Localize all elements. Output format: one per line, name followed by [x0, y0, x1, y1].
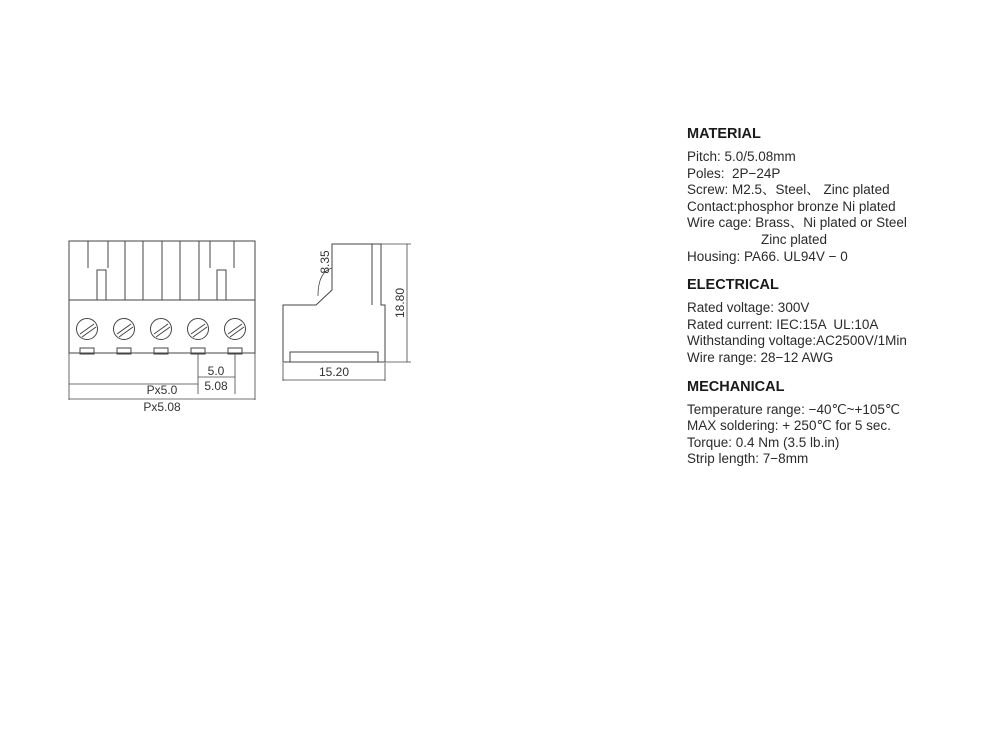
- spec-line: Screw: M2.5、Steel、 Zinc plated: [687, 182, 890, 198]
- spec-line: Wire range: 28−12 AWG: [687, 349, 834, 365]
- spec-line: Rated voltage: 300V: [687, 300, 810, 316]
- screw-row: [77, 319, 246, 340]
- electrical-section: [687, 277, 987, 366]
- front-latch-left: [97, 270, 106, 300]
- dim-total-outer: Px5.08: [143, 400, 181, 414]
- dim-depth: 8.35: [318, 250, 332, 274]
- dim-total-inner: Px5.0: [146, 383, 178, 397]
- spec-line: MAX soldering: + 250℃ for 5 sec.: [687, 418, 891, 434]
- side-view: [283, 244, 411, 381]
- spec-line: Rated current: IEC:15A UL:10A: [687, 316, 879, 332]
- spec-line: Zinc plated: [761, 231, 828, 247]
- spec-line: Poles: 2P−24P: [687, 165, 781, 181]
- material-section: [687, 126, 987, 265]
- electrical-heading: ELECTRICAL: [687, 277, 779, 294]
- spec-line: Torque: 0.4 Nm (3.5 lb.in): [687, 434, 840, 450]
- spec-line: Strip length: 7−8mm: [687, 451, 809, 467]
- spec-line: Housing: PA66. UL94V − 0: [687, 248, 848, 264]
- front-ribs: [88, 241, 234, 300]
- dim-height: 18.80: [393, 287, 407, 319]
- side-dimension-lines: [283, 244, 411, 381]
- mechanical-section: [687, 379, 987, 468]
- dim-width: 15.20: [318, 365, 350, 379]
- screw-1: [77, 319, 98, 340]
- spec-line: Contact:phosphor bronze Ni plated: [687, 198, 896, 214]
- mechanical-heading: MECHANICAL: [687, 378, 785, 395]
- spec-line: Pitch: 5.0/5.08mm: [687, 149, 796, 164]
- side-base-slot: [290, 352, 378, 362]
- dim-pitch-inner: 5.0: [207, 364, 225, 378]
- spec-line: Withstanding voltage:AC2500V/1Min: [687, 333, 907, 349]
- spec-line: Wire cage: Brass、Ni plated or Steel: [687, 215, 907, 231]
- spec-panel: [687, 126, 987, 480]
- front-view: [69, 241, 255, 400]
- screw-5: [225, 319, 246, 340]
- dim-pitch-outer: 5.08: [204, 379, 228, 393]
- screw-4: [188, 319, 209, 340]
- screw-3: [151, 319, 172, 340]
- spec-line: Temperature range: −40℃~+105℃: [687, 401, 901, 417]
- front-latch-right: [217, 270, 226, 300]
- screw-2: [114, 319, 135, 340]
- material-heading: MATERIAL: [687, 126, 761, 142]
- side-profile: [283, 244, 385, 362]
